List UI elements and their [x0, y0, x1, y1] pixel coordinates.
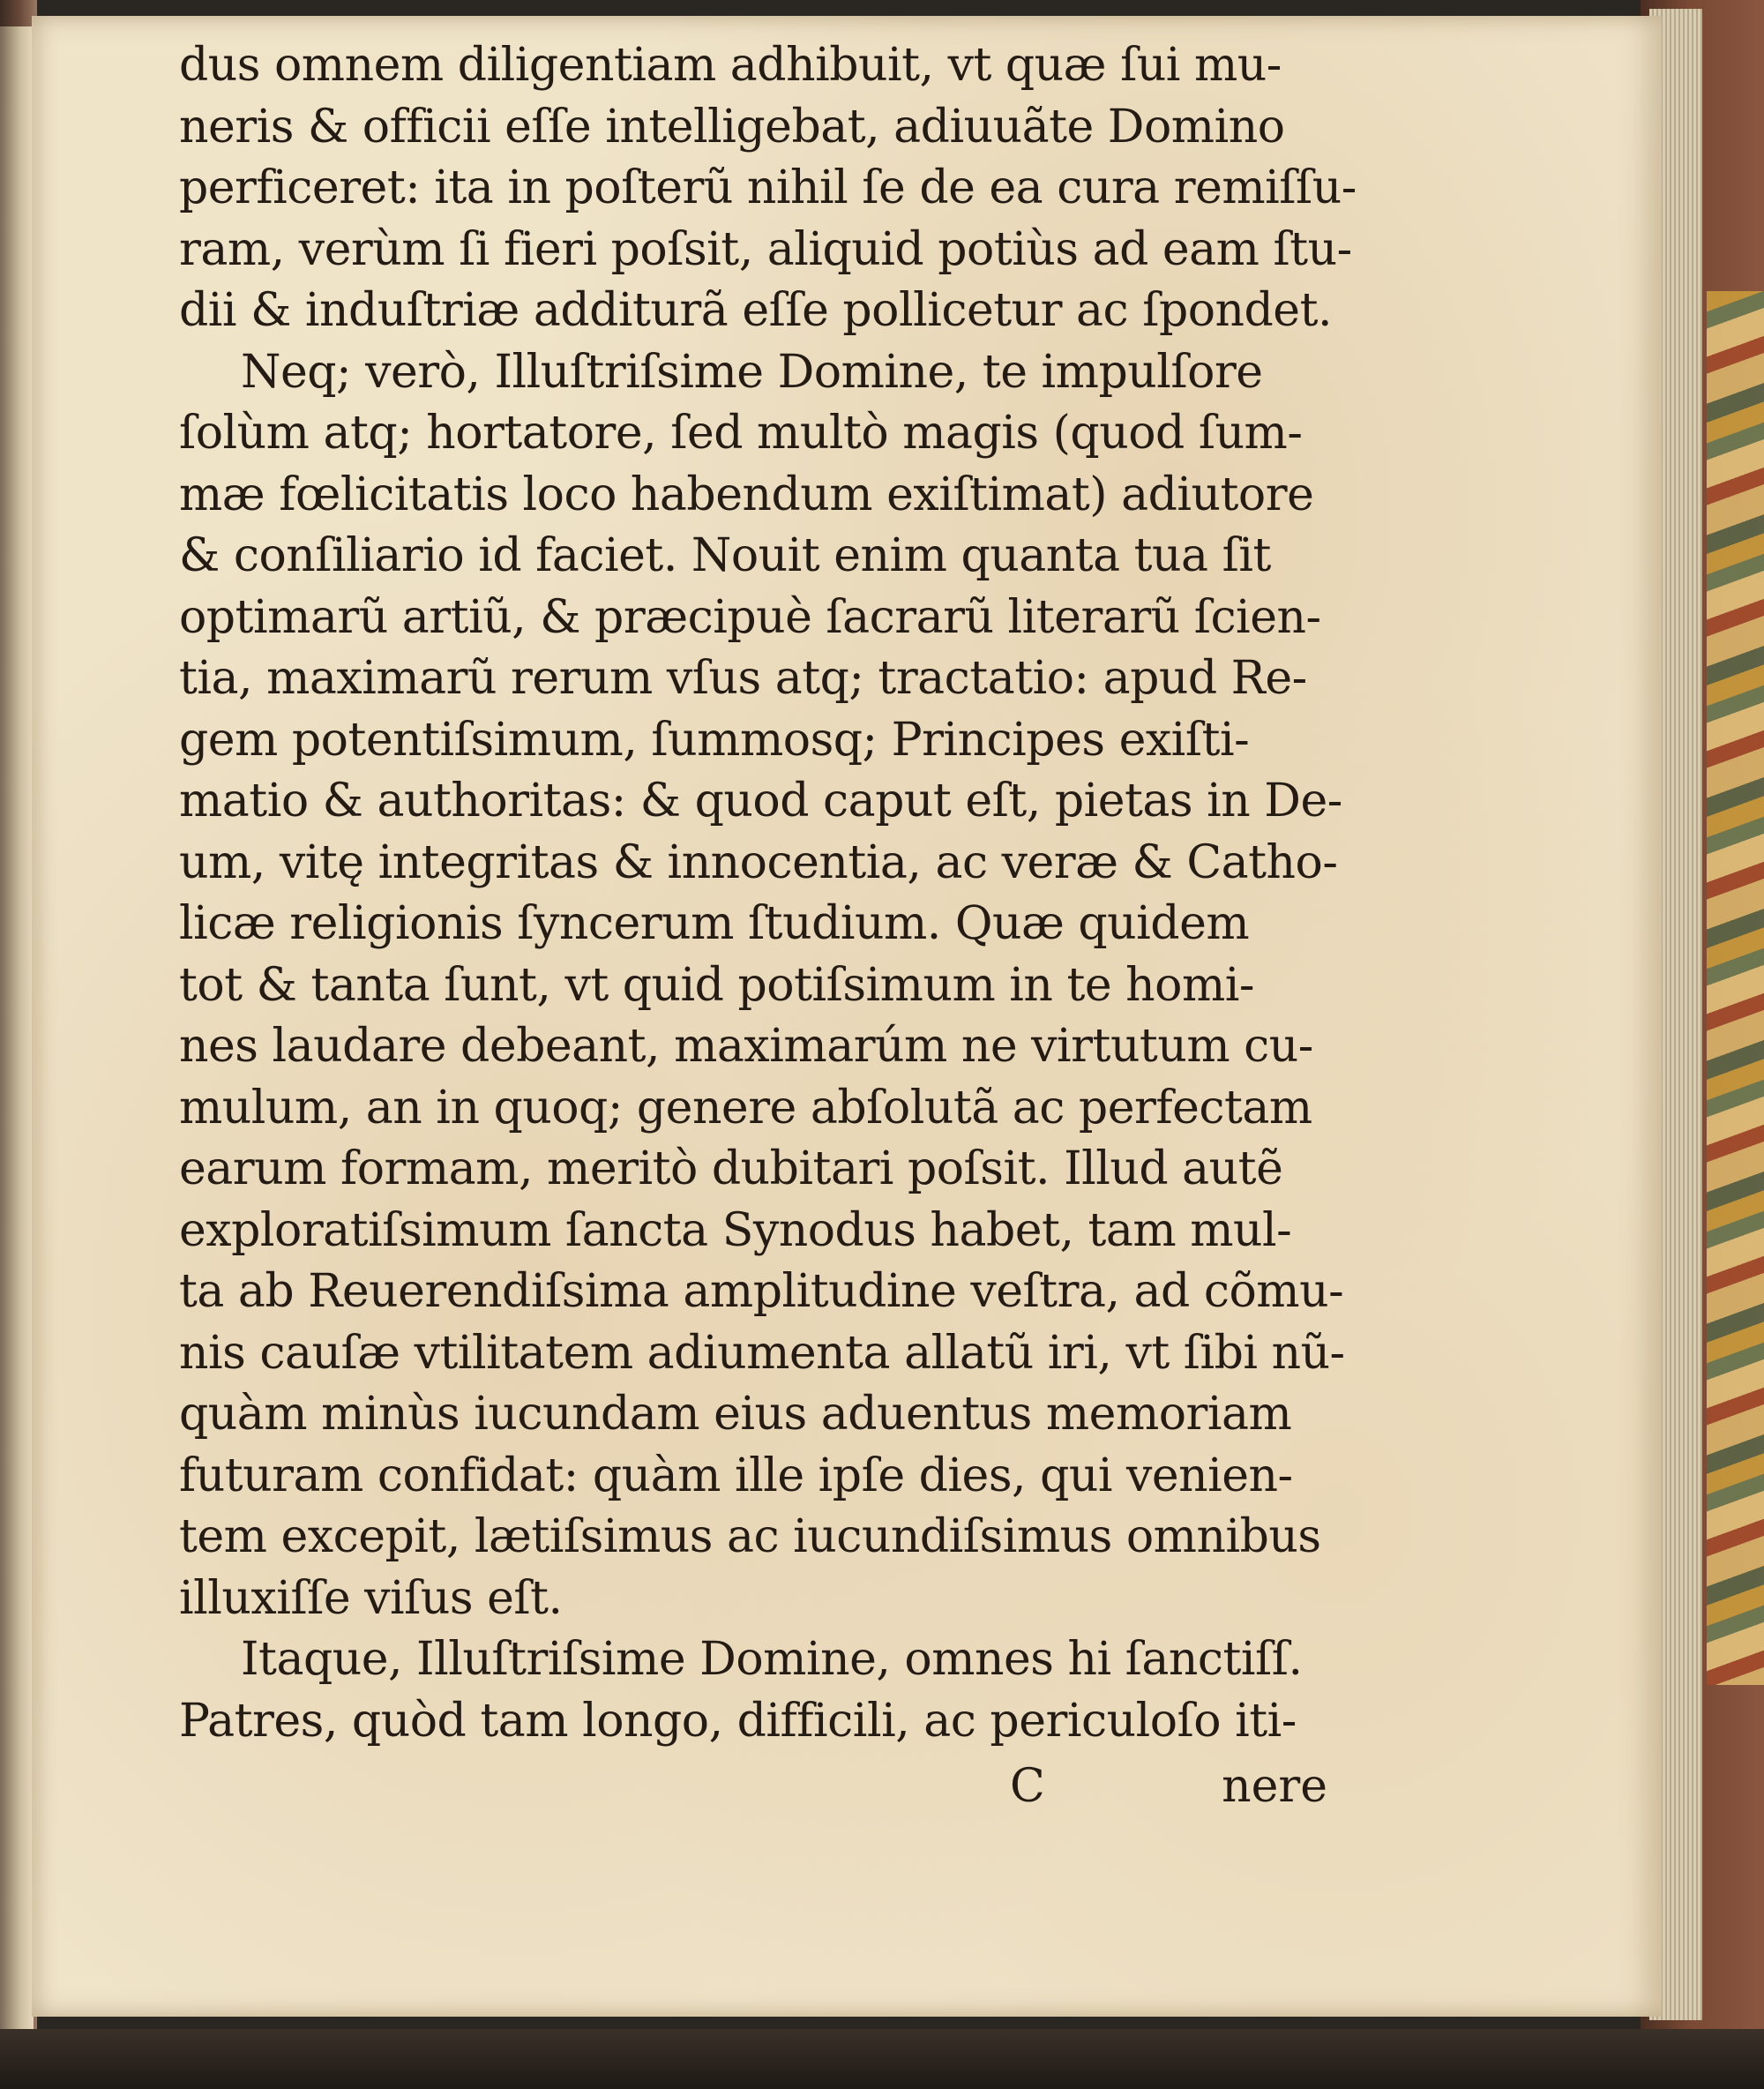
text-line: dii & induſtriæ additurã eſſe pollicetur ac ſpondet. [179, 284, 1333, 337]
signature-row [1010, 1756, 1327, 1817]
text-block [179, 35, 1357, 1752]
marbled-endpaper [1707, 291, 1764, 1685]
table-shadow [0, 2029, 1764, 2089]
text-line: dus omnem diligentiam adhibuit, vt quæ ſui mu- [179, 39, 1282, 92]
text-line: ram, verùm ſi fieri poſsit, aliquid potiùs ad eam ſtu- [179, 222, 1352, 276]
text-line: tot & tanta ſunt, vt quid potiſsimum in te homi- [179, 958, 1254, 1012]
text-line: quàm minùs iucundam eius aduentus memoriam [179, 1388, 1292, 1441]
text-line: gem potentiſsimum, ſummosq; Principes exiſti- [179, 713, 1250, 767]
text-line: ta ab Reuerendiſsima amplitudine veſtra, ad cõmu- [179, 1265, 1344, 1318]
text-line: Neq; verò, Illuſtriſsime Domine, te impulſore [241, 345, 1263, 399]
text-line: earum formam, meritò dubitari poſsit. Illud autẽ [179, 1142, 1283, 1195]
text-line: um, vitę integritas & innocentia, ac veræ & Catho- [179, 835, 1338, 889]
text-line: nes laudare debeant, maximarúm ne virtutum cu- [179, 1020, 1313, 1073]
text-line: perficeret: ita in poſterũ nihil ſe de ea cura remiſſu- [179, 161, 1357, 214]
text-line: mæ fœlicitatis loco habendum exiſtimat) adiutore [179, 468, 1314, 521]
text-line: illuxiſſe viſus eſt. [179, 1571, 563, 1625]
text-line: neris & officii eſſe intelligebat, adiuuãte Domino [179, 100, 1285, 153]
signature-mark: C [1010, 1760, 1045, 1813]
text-line: licæ religionis ſyncerum ſtudium. Quæ quidem [179, 897, 1250, 950]
catchword: nere [1222, 1760, 1327, 1813]
text-line: tia, maximarũ rerum vſus atq; tractatio: apud Re- [179, 652, 1307, 705]
text-line: tem excepit, lætiſsimus ac iucundiſsimus omnibus [179, 1510, 1321, 1563]
text-line: Patres, quòd tam longo, difficili, ac periculoſo iti- [179, 1694, 1297, 1748]
text-line: futuram confidat: quàm ille ipſe dies, qui venien- [179, 1449, 1293, 1502]
text-line: matio & authoritas: & quod caput eſt, pietas in De- [179, 775, 1342, 827]
text-line: optimarũ artiũ, & præcipuè ſacrarũ literarũ ſcien- [179, 590, 1321, 644]
text-line: ſolùm atq; hortatore, ſed multò magis (quod ſum- [179, 407, 1303, 460]
text-line: nis cauſæ vtilitatem adiumenta allatũ iri, vt ſibi nũ- [179, 1326, 1345, 1380]
text-line: Itaque, Illuſtriſsime Domine, omnes hi ſanctiſſ. [241, 1633, 1303, 1686]
page-gutter [0, 26, 34, 2029]
text-line: mulum, an in quoq; genere abſolutã ac perfectam [179, 1081, 1312, 1134]
text-line: exploratiſsimum ſancta Synodus habet, tam mul- [179, 1203, 1292, 1257]
text-line: & conſiliario id faciet. Nouit enim quanta tua ſit [179, 529, 1271, 582]
